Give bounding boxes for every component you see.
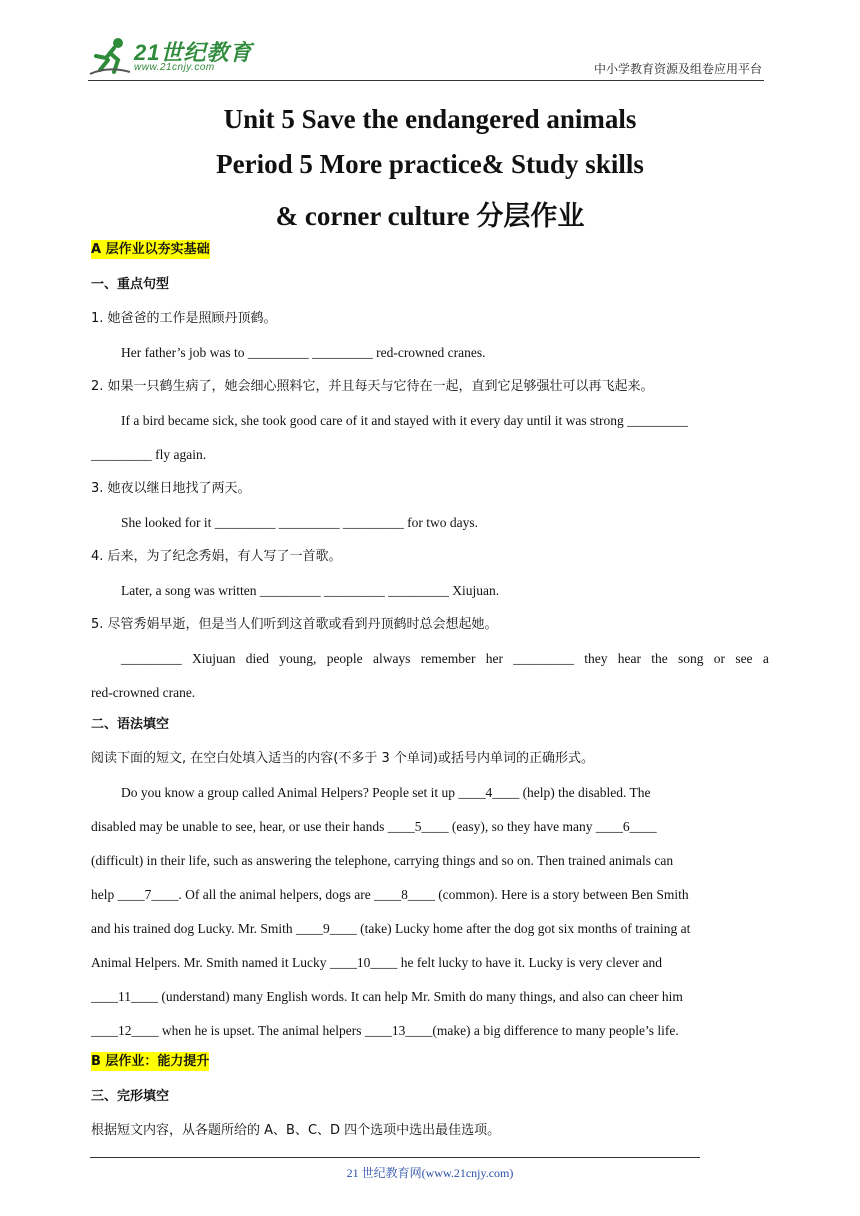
passage-text: Animal Helpers. Mr. Smith named it Lucky	[91, 955, 330, 970]
blank-4: ____4____	[458, 785, 520, 800]
blank-5: ____5____	[387, 819, 449, 834]
word: see	[735, 651, 753, 666]
item-5-english-cont: red-crowned crane.	[91, 685, 196, 700]
passage-text: disabled may be unable to see, hear, or use their hands	[91, 819, 388, 834]
item-3-chinese: 3. 她夜以继日地找了两天。	[91, 481, 251, 496]
section-a-heading: A 层作业以夯实基础	[91, 242, 210, 257]
passage-text: (common). Here is a story between Ben Smith	[434, 887, 689, 902]
passage-text: (easy), so they have many	[448, 819, 596, 834]
part1-title: 一、重点句型	[91, 277, 170, 292]
word: the	[651, 651, 668, 666]
item-5-english	[121, 650, 769, 668]
item-2-chinese: 2. 如果一只鹤生病了，她会细心照料它，并且每天与它待在一起，直到它足够强壮可以再飞起来。	[91, 379, 654, 394]
passage-text: when he is upset. The animal helpers	[158, 1023, 365, 1038]
section-b-heading: B 层作业：能力提升	[91, 1054, 210, 1069]
platform-name: 中小学教育资源及组卷应用平台	[593, 62, 762, 76]
footer-text[interactable]: 21 世纪教育网(www.21cnjy.com)	[346, 1166, 514, 1180]
word: young,	[279, 651, 317, 666]
word: hear	[617, 651, 641, 666]
passage-text: help	[91, 887, 118, 902]
page-header	[88, 34, 764, 81]
item-4-english: Later, a song was written _________ _________ _________ Xiujuan.	[121, 583, 500, 598]
passage-line-2	[91, 818, 657, 836]
site-logo[interactable]	[88, 36, 258, 76]
footer-divider	[90, 1157, 700, 1158]
word: Xiujuan	[192, 651, 236, 666]
passage-text: (understand) many English words. It can help Mr. Smith do many things, and also can cheer him	[158, 989, 683, 1004]
passage-text: . Of all the animal helpers, dogs are	[178, 887, 375, 902]
passage-line-7	[91, 988, 683, 1006]
blank-6: ____6____	[595, 819, 657, 834]
blank-13: ____13____	[364, 1023, 433, 1038]
title-line-1: Unit 5 Save the endangered animals	[223, 104, 637, 134]
passage-text: (take) Lucky home after the dog got six months of training at	[356, 921, 691, 936]
passage-text: (help) the disabled. The	[519, 785, 651, 800]
blank-12: ____12____	[91, 1023, 159, 1038]
item-5-chinese: 5. 尽管秀娟早逝，但是当人们听到这首歌或看到丹顶鹤时总会想起她。	[91, 617, 498, 632]
runner-logo-icon	[88, 36, 132, 76]
passage-line-6	[91, 954, 662, 972]
word: people	[326, 651, 363, 666]
word: they	[584, 651, 608, 666]
title-line-3: & corner culture 分层作业	[275, 201, 585, 231]
item-1-english: Her father’s job was to _________ _________ red-crowned cranes.	[121, 345, 486, 360]
part3-instruction: 根据短文内容，从各题所给的 A、B、C、D 四个选项中选出最佳选项。	[91, 1123, 501, 1138]
item-4-chinese: 4. 后来，为了纪念秀娟，有人写了一首歌。	[91, 549, 342, 564]
blank-8: ____8____	[374, 887, 435, 902]
passage-text: and his trained dog Lucky. Mr. Smith	[91, 921, 296, 936]
passage-line-8	[91, 1022, 679, 1040]
part2-instruction: 阅读下面的短文, 在空白处填入适当的内容(不多于 3 个单词)或括号内单词的正确形式。	[91, 751, 594, 766]
word: or	[713, 651, 726, 666]
passage-text: (make) a big difference to many people’s life.	[432, 1023, 679, 1038]
word: _________	[121, 651, 182, 666]
item-3-english: She looked for it _________ _________ _________ for two days.	[121, 515, 478, 530]
blank-7: ____7____	[117, 887, 179, 902]
passage-text: Do you know a group called Animal Helpers? People set it up	[121, 785, 459, 800]
passage-text: he felt lucky to have it. Lucky is very clever and	[397, 955, 662, 970]
word: always	[372, 651, 411, 666]
word: her	[485, 651, 503, 666]
item-2-english: If a bird became sick, she took good care of it and stayed with it every day until it was strong _________	[121, 413, 688, 428]
word: _________	[513, 651, 574, 666]
word: remember	[420, 651, 476, 666]
blank-10: ____10____	[329, 955, 398, 970]
part2-title: 二、语法填空	[91, 717, 170, 732]
item-2-english-cont: _________ fly again.	[91, 447, 207, 462]
passage-text: (difficult) in their life, such as answering the telephone, carrying things and so on. Then trained animals can	[91, 853, 674, 868]
part3-title: 三、完形填空	[91, 1089, 170, 1104]
passage-line-3	[91, 852, 673, 870]
title-line-2: Period 5 More practice& Study skills	[216, 149, 644, 179]
passage-line-5	[91, 920, 690, 938]
passage-line-1	[121, 784, 651, 802]
word: song	[678, 651, 704, 666]
logo-url: www.21cnjy.com	[134, 62, 215, 73]
passage-line-4	[91, 886, 689, 904]
item-1-chinese: 1. 她爸爸的工作是照顾丹顶鹤。	[91, 311, 277, 326]
blank-11: ____11____	[91, 989, 158, 1004]
word: a	[762, 651, 769, 666]
logo-text: 21世纪教育	[134, 40, 253, 65]
word: died	[245, 651, 270, 666]
blank-9: ____9____	[295, 921, 357, 936]
